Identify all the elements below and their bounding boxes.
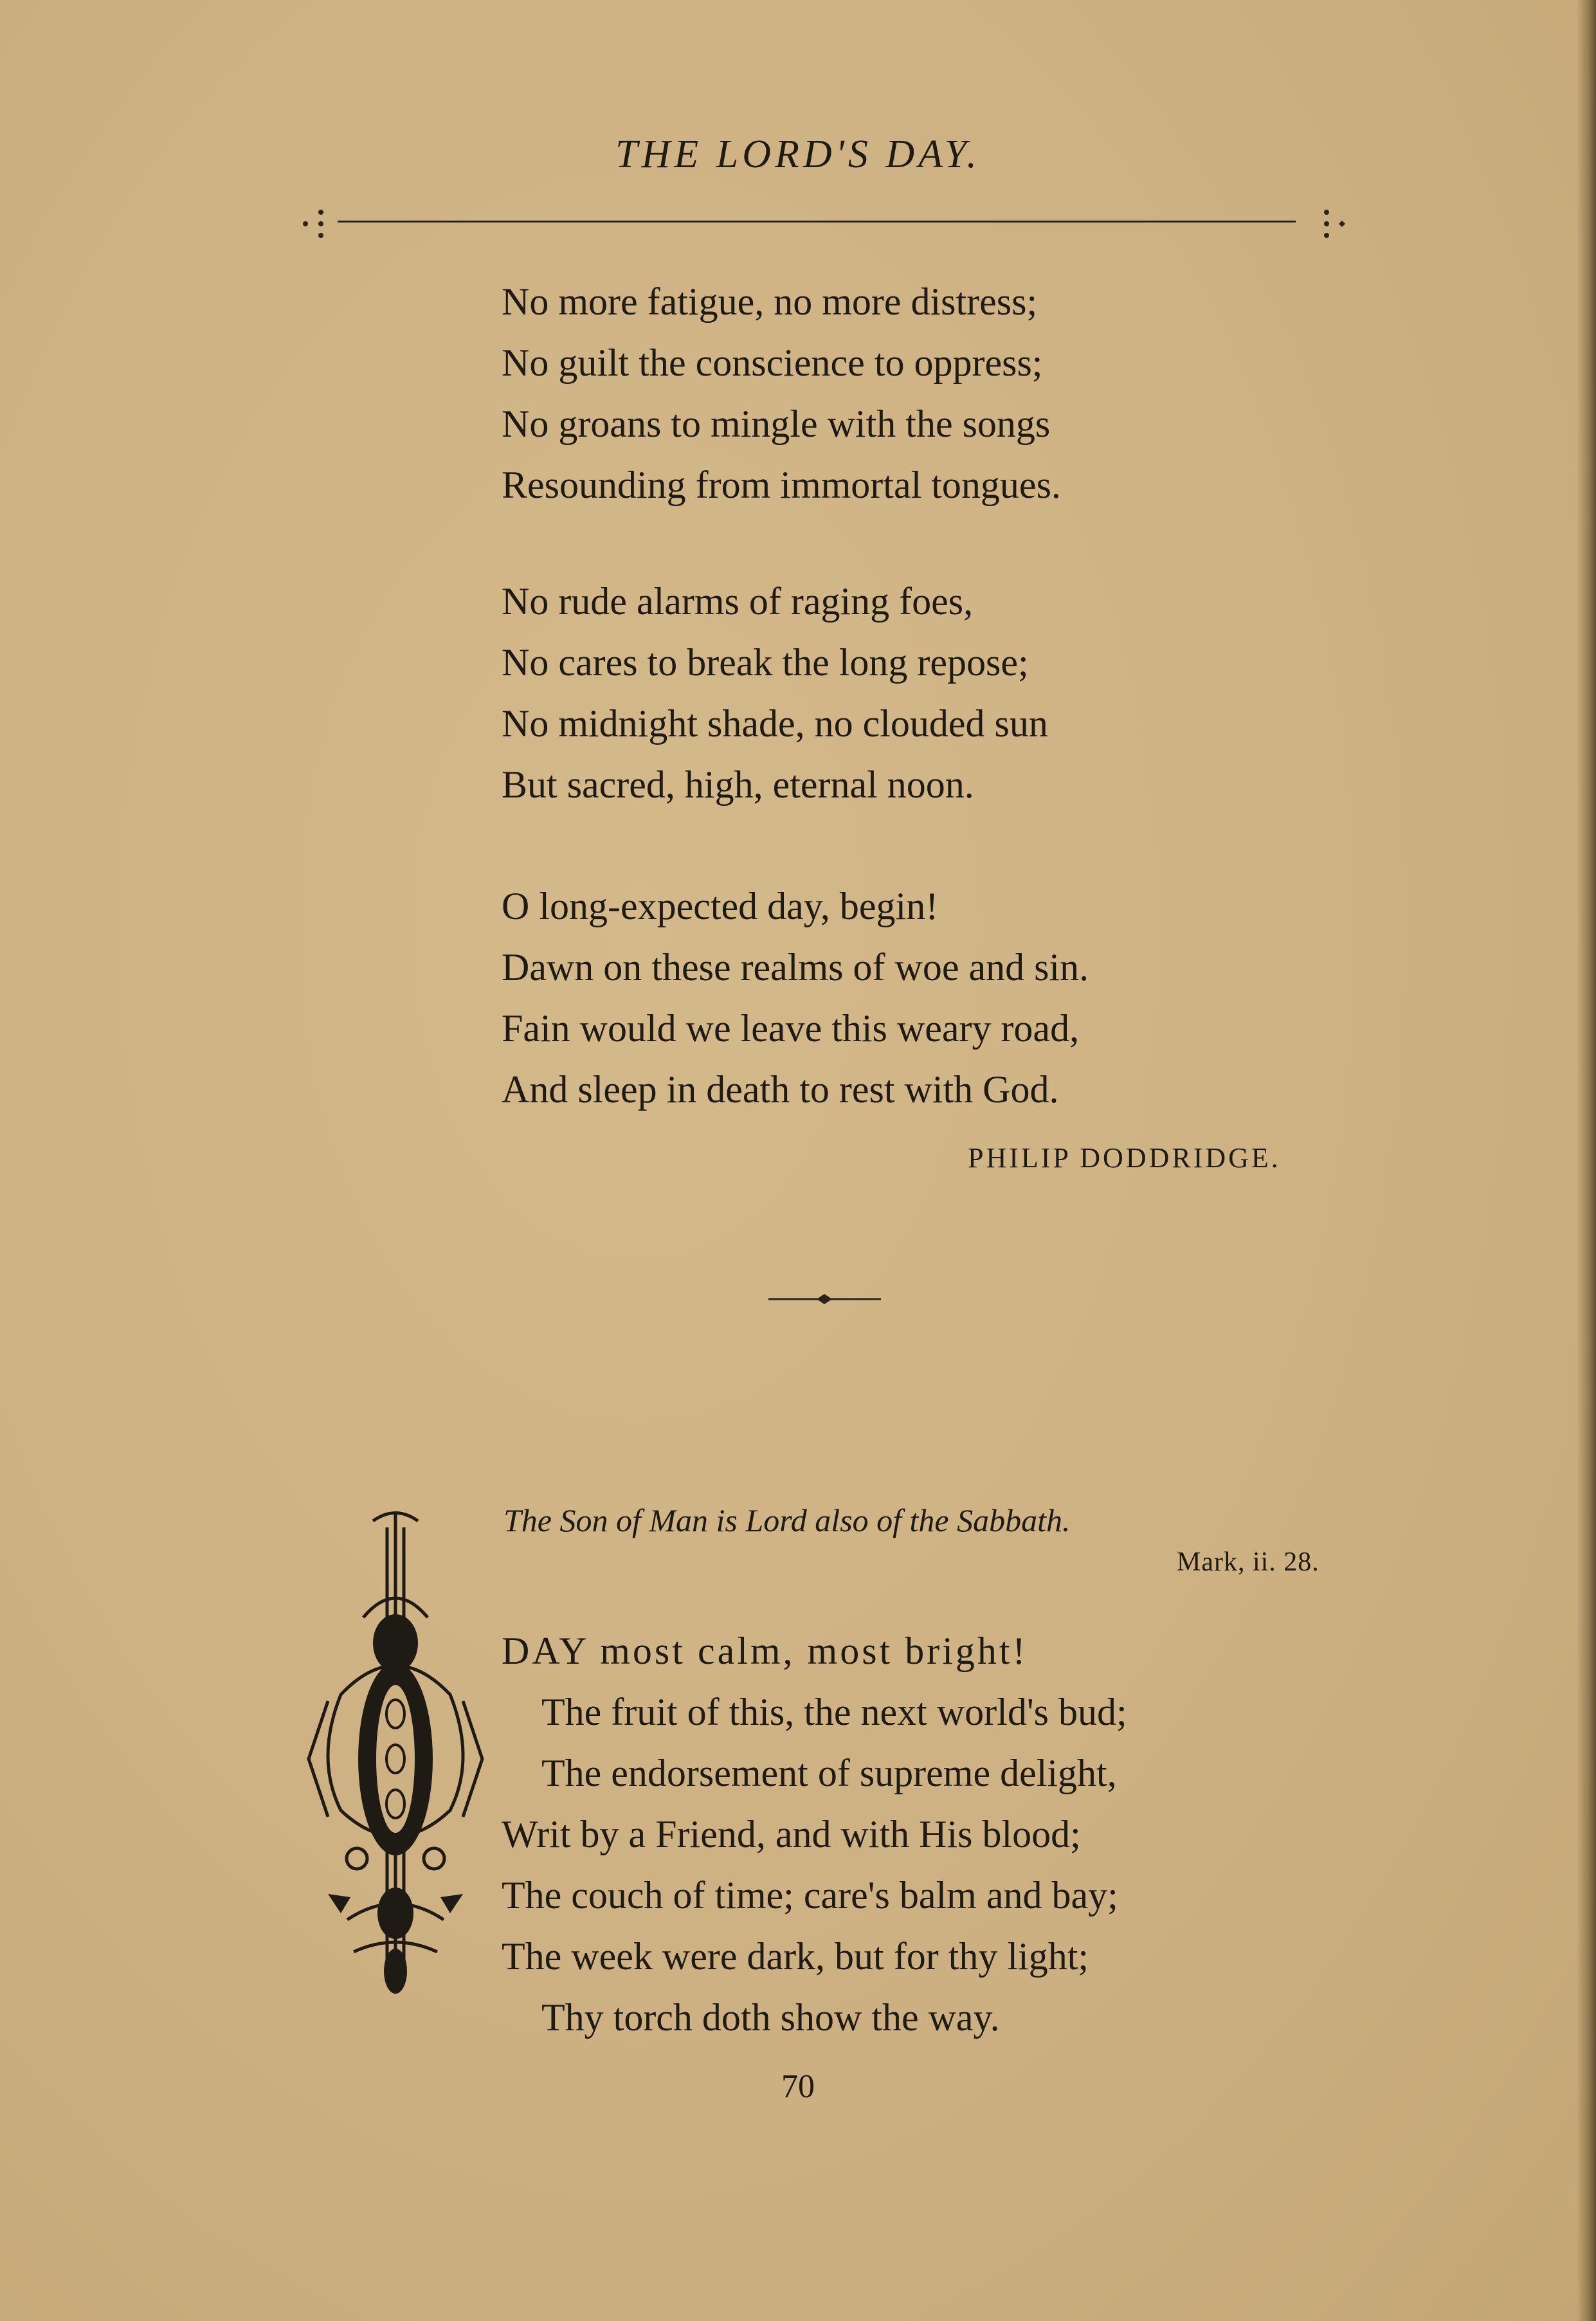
poem-line: No rude alarms of raging foes, [502, 580, 974, 623]
poem-line: No more fatigue, no more distress; [502, 280, 1038, 323]
header-rule [338, 221, 1296, 223]
poem-line: The week were dark, but for thy light; [502, 1935, 1089, 1978]
right-dot-ornament [1315, 205, 1354, 244]
poem-line: Dawn on these realms of woe and sin. [502, 946, 1089, 988]
stanza-1 [502, 271, 1061, 516]
poem-line: Writ by a Friend, and with His blood; [502, 1813, 1081, 1855]
section-divider-ornament [768, 1293, 881, 1306]
poem-second [502, 1621, 1127, 2048]
poem-line: Fain would we leave this weary road, [502, 1007, 1080, 1050]
author-attribution: PHILIP DODDRIDGE. [968, 1142, 1281, 1174]
poem-line: The endorsement of supreme delight, [541, 1752, 1117, 1794]
running-head: THE LORD'S DAY. [615, 132, 981, 176]
poem-line: No groans to mingle with the songs [502, 403, 1051, 445]
poem-line: Thy torch doth show the way. [541, 1996, 1000, 2039]
epigraph: The Son of Man is Lord also of the Sabbath. [503, 1502, 1071, 1538]
scripture-citation: Mark, ii. 28. [1177, 1547, 1319, 1577]
poem-first-line: DAY most calm, most bright! [502, 1630, 1028, 1672]
poem-line: No midnight shade, no clouded sun [502, 702, 1048, 745]
poem-line: The couch of time; care's balm and bay; [502, 1874, 1118, 1916]
page-number: 70 [781, 2068, 815, 2105]
poem-line: No guilt the conscience to oppress; [502, 341, 1043, 384]
stanza-3 [502, 876, 1089, 1120]
stanza-2 [502, 571, 1048, 815]
poem-line: No cares to break the long repose; [502, 641, 1029, 684]
page-edge-shadow [1577, 0, 1596, 2321]
poem-line: The fruit of this, the next world's bud; [541, 1691, 1127, 1733]
poem-line: Resounding from immortal tongues. [502, 464, 1061, 506]
poem-line: But sacred, high, eternal noon. [502, 763, 974, 806]
decorative-initial-o-icon [302, 1502, 489, 1997]
poem-line: O long-expected day, begin! [502, 885, 939, 927]
left-dot-ornament [299, 205, 331, 244]
poem-line: And sleep in death to rest with God. [502, 1068, 1059, 1111]
